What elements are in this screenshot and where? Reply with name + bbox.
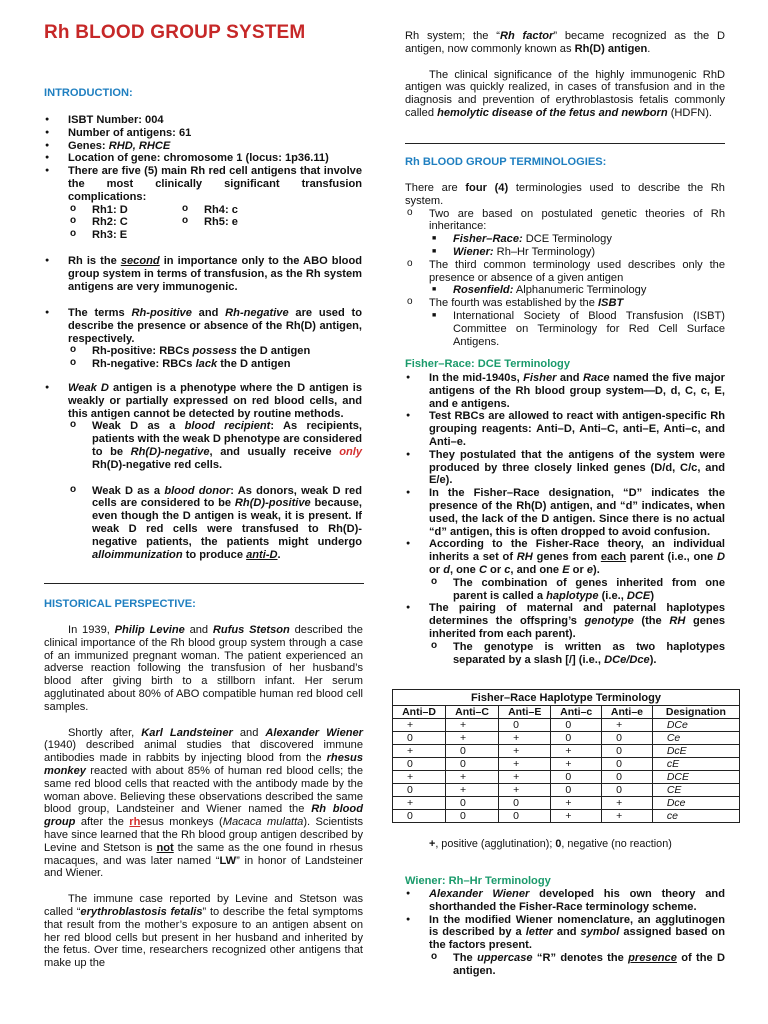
list-item: ● In the modified Wiener nomenclature, an agglutinogen is described by a letter and symbol assigned based on the factors present. o The uppercase “R” denotes the presence of the D antigen.: [405, 914, 725, 978]
table-row: + + 0 0 + DCe: [393, 719, 740, 732]
list-item: o The fourth was established by the ISBT ■ International Society of Blood Transfusion (ISBT) Committee on Terminology for Red Cell Surface Antigens.: [405, 297, 725, 348]
list-item: o Weak D as a blood donor: As donors, weak D red cells are considered to be Rh(D)-positive because, even though the D antigen is weak, it is present. If weak D red cells were transfused to Rh(D)-negative patients, the patients might undergo alloimmunization to produce anti-D.: [68, 485, 362, 562]
list-item: ● Genes: RHD, RHCE: [44, 140, 362, 153]
list-item: ● The pairing of maternal and paternal haplotypes determines the offspring’s genotype (the RH genes inherited from each parent). o The genotype is written as two haplotypes separated by a slash [/] (i.e., DCe/Dce).: [405, 602, 725, 666]
table-header: Anti–C: [446, 706, 499, 719]
rh-antigen: o Rh3: E: [70, 228, 128, 242]
history-para-1: In 1939, Philip Levine and Rufus Stetson described the clinical importance of the Rh blood group system through a case of an immunized pregnant woman. The patient experienced an adverse reaction following the transfusion of her husband’s blood after giving birth to a stillborn infant. Her serum agglutinated about 80% of ABO compatible human red blood cell samples.: [44, 624, 363, 713]
list-item: o The genotype is written as two haplotypes separated by a slash [/] (i.e., DCe/Dce).: [429, 641, 725, 667]
table-header: Designation: [652, 706, 739, 719]
terminology-text: [405, 182, 725, 348]
divider: [405, 143, 725, 144]
table-row: + + + 0 0 DCE: [393, 771, 740, 784]
fisher-race-heading: Fisher–Race: DCE Terminology: [405, 358, 571, 370]
introduction-heading: INTRODUCTION:: [44, 87, 133, 99]
table-row: + 0 + + 0 DcE: [393, 745, 740, 758]
list-item: ● There are five (5) main Rh red cell antigens that involve the most clinically significant transfusion complications: o Rh1: D o Rh4: c o Rh2: C o Rh5: e o Rh3: E: [44, 165, 362, 242]
list-item: ● In the Fisher–Race designation, “D” indicates the presence of the Rh(D) antigen, and “d” indicates, when used, the lack of the D antigen. Since there is no actual “d” antigen, this is often dropped to avoid confusion.: [405, 487, 725, 538]
list-item: ● According to the Fisher-Race theory, an individual inherits a set of RH genes from each parent (i.e., one D or d, one C or c, and one E or e). o The combination of genes inherited from one parent is called a haplotype (i.e., DCE): [405, 538, 725, 602]
history-para-3: The immune case reported by Levine and Stetson was called “erythroblastosis fetalis” to describe the fetal symptoms that result from the mother’s exposure to an antigen absent on her red blood cells but present in her husband and inherited by the fetus. Over time, researchers recognized other antigens that make up the: [44, 893, 363, 970]
table-header: Anti–D: [393, 706, 446, 719]
list-item: o Rh-positive: RBCs possess the D antigen: [68, 345, 362, 358]
table-legend: +, positive (agglutination); 0, negative (no reaction): [429, 838, 672, 850]
list-item: ● Weak D antigen is a phenotype where the D antigen is weakly or partially expressed on red blood cells, and this antigen cannot be detected by routine methods. o Weak D as a blood recipient: As recipients, patients with the weak D phenotype are considered to be Rh(D)-negative, and usually receive only Rh(D)-negative red cells. o Weak D as a blood donor: As donors, weak D red cells are considered to be Rh(D)-positive because, even though the D antigen is weak, it is present. If weak D red cells were transfused to Rh(D)-negative patients, the patients might undergo alloimmunization to produce anti-D.: [44, 382, 362, 561]
table-row: 0 + + 0 0 CE: [393, 784, 740, 797]
table-header: Anti–c: [551, 706, 602, 719]
list-item: o Two are based on postulated genetic theories of Rh inheritance: ■ Fisher–Race: DCE Terminology ■ Wiener: Rh–Hr Terminology): [405, 208, 725, 259]
list-item: ■ Fisher–Race: DCE Terminology: [429, 233, 725, 246]
rh-antigen: o Rh4: c: [182, 202, 238, 216]
history-para-3b: Rh system; the “Rh factor” became recognized as the D antigen, now commonly known as Rh(D) antigen.: [405, 30, 725, 55]
terminology-heading: Rh BLOOD GROUP TERMINOLOGIES:: [405, 156, 607, 168]
rh-antigen: o Rh2: C: [70, 215, 128, 229]
rh-antigen-grid: [68, 204, 362, 242]
wiener-heading: Wiener: Rh–Hr Terminology: [405, 875, 551, 887]
list-item: ■ Rosenfield: Alphanumeric Terminology: [429, 284, 725, 297]
haplotype-table-wrap: [392, 689, 740, 823]
list-item: ● Test RBCs are allowed to react with antigen-specific Rh grouping reagents: Anti–D, Anti–C, anti–E, Anti–c, and Anti–e.: [405, 410, 725, 448]
rh-antigen: o Rh5: e: [182, 215, 238, 229]
table-header: Anti–E: [499, 706, 551, 719]
history-para-2: Shortly after, Karl Landsteiner and Alexander Wiener (1940) described animal studies that discovered immune antibodies made in rabbits by injecting blood from the rhesus monkey reacted with about 85% of human red blood cells; the same red blood cells that reacted with the antibody made by the woman above. Believing these observations described the same blood group, Landsteiner and Wiener named the Rh blood group after the rhesus monkeys (Macaca mulatta). Scientists have since learned that the Rh blood group antigen described by Levine and Stetson is not the same as the one found in rhesus macaques, and was later named “LW” in honor of Landsteiner and Wiener.: [44, 726, 363, 880]
weak-d-para: [44, 382, 362, 561]
table-caption: Fisher–Race Haplotype Terminology: [393, 690, 740, 706]
list-item: ● Alexander Wiener developed his own theory and shorthanded the Fisher-Race terminology scheme.: [405, 888, 725, 914]
table-header: Anti–e: [602, 706, 653, 719]
table-row: 0 0 0 + + ce: [393, 810, 740, 823]
list-item: o Weak D as a blood recipient: As recipients, patients with the weak D phenotype are considered to be Rh(D)-negative, and usually receive only Rh(D)-negative red cells.: [68, 420, 362, 471]
table-row: 0 0 + + 0 cE: [393, 758, 740, 771]
list-item: ● They postulated that the antigens of the system were produced by three closely linked genes (D/d, C/c, and E/e).: [405, 449, 725, 487]
history-text: [44, 624, 363, 970]
history-continued: [405, 30, 725, 120]
fisher-race-list: [405, 372, 725, 666]
list-item: ● The terms Rh-positive and Rh-negative are used to describe the presence or absence of the Rh(D) antigen, respectively. o Rh-positive: RBCs possess the D antigen o Rh-negative: RBCs lack the D antigen: [44, 307, 362, 371]
terminology-intro: There are four (4) terminologies used to describe the Rh system.: [405, 182, 725, 207]
history-heading: HISTORICAL PERSPECTIVE:: [44, 598, 196, 610]
rh-antigen: o Rh1: D: [70, 202, 128, 216]
list-item: o The combination of genes inherited from one parent is called a haplotype (i.e., DCE): [429, 577, 725, 603]
list-item: ● In the mid-1940s, Fisher and Race named the five major antigens of the Rh blood group system—D, d, C, c, E, and e antigens.: [405, 372, 725, 410]
wiener-list: [405, 888, 725, 978]
list-item: o Rh-negative: RBCs lack the D antigen: [68, 358, 362, 371]
list-item: ● Number of antigens: 61: [44, 127, 362, 140]
divider: [44, 583, 364, 584]
page-title: Rh BLOOD GROUP SYSTEM: [44, 22, 306, 43]
list-item: ● Location of gene: chromosome 1 (locus: 1p36.11): [44, 152, 362, 165]
list-item: o The uppercase “R” denotes the presence of the D antigen.: [429, 952, 725, 978]
table-row: + 0 0 + + Dce: [393, 797, 740, 810]
introduction-list: [44, 114, 362, 242]
list-item: o The third common terminology used describes only the presence or absence of a given antigen ■ Rosenfield: Alphanumeric Terminology: [405, 259, 725, 297]
list-item: ● ISBT Number: 004: [44, 114, 362, 127]
rh-terms-para: [44, 307, 362, 371]
list-item: ● Rh is the second in importance only to the ABO blood group system in terms of transfusion, as the Rh system antigens are very immunogenic.: [44, 255, 362, 293]
table-row: 0 + + 0 0 Ce: [393, 732, 740, 745]
history-para-4: The clinical significance of the highly immunogenic RhD antigen was quickly realized, in cases of transfusion and in the diagnosis and prevention of erythroblastosis fetalis commonly called hemolytic disease of the fetus and newborn (HDFN).: [405, 68, 725, 119]
haplotype-table: [392, 689, 740, 823]
list-item: ■ Wiener: Rh–Hr Terminology): [429, 246, 725, 259]
list-item: ■ International Society of Blood Transfusion (ISBT) Committee on Terminology for Red Cell Surface Antigens.: [429, 310, 725, 348]
second-importance-para: [44, 255, 362, 293]
